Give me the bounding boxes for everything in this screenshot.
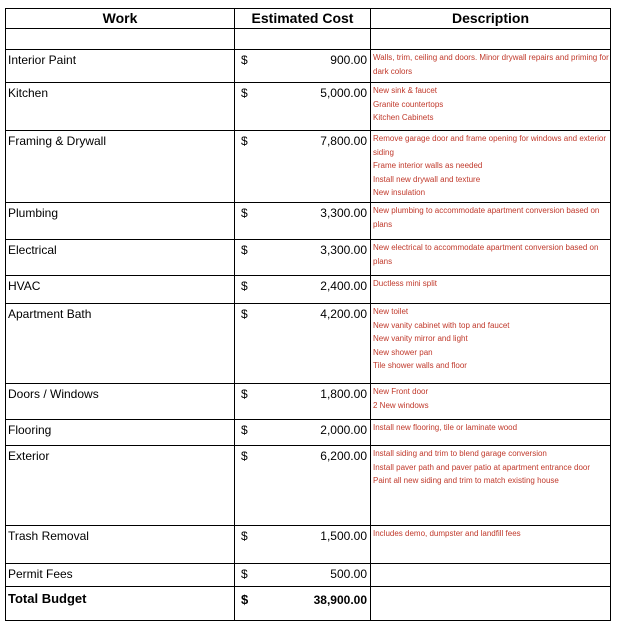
currency-symbol: $ [241,449,248,463]
description-cell [371,131,611,203]
work-item: Interior Paint [6,50,235,83]
description-line: New electrical to accommodate apartment conversion based on plans [373,243,599,266]
description-line: Install new flooring, tile or laminate wood [373,423,518,432]
currency-symbol: $ [241,567,248,581]
header-description: Description [371,9,611,29]
work-item: Plumbing [6,203,235,240]
cost-amount: 5,000.00 [320,86,367,100]
work-item: Trash Removal [6,526,235,564]
description-line: New sink & faucet [373,86,438,95]
description-cell [371,446,611,526]
description-cell [371,203,611,240]
description-cell [371,304,611,384]
total-amount: 38,900.00 [313,593,367,607]
description-line: 2 New windows [373,400,429,410]
cost-amount: 6,200.00 [320,449,367,463]
description-line: Remove garage door and frame opening for windows and exterior siding [373,134,607,157]
header-row [6,9,611,29]
table-row [6,384,611,420]
cost-cell [235,446,371,526]
work-item: Apartment Bath [6,304,235,384]
description-line: Install paver path and paver patio at apartment entrance door [373,462,591,472]
spacer-row [6,29,611,50]
table-row [6,304,611,384]
cost-amount: 3,300.00 [320,206,367,220]
table-row [6,131,611,203]
table-row [6,203,611,240]
header-cost: Estimated Cost [235,9,371,29]
table-row [6,526,611,564]
currency-symbol: $ [241,423,248,437]
table-row [6,276,611,304]
table-row [6,83,611,131]
description-cell [371,384,611,420]
currency-symbol: $ [241,243,248,257]
cost-amount: 900.00 [330,53,367,67]
description-cell [371,83,611,131]
description-line: New vanity mirror and light [373,334,468,343]
total-cost-cell [235,587,371,621]
description-line: New shower pan [373,347,433,357]
description-cell [371,564,611,587]
work-item: Kitchen [6,83,235,131]
description-line: Tile shower walls and floor [373,361,467,370]
description-line: New toilet [373,307,409,316]
table-row [6,240,611,276]
cost-amount: 4,200.00 [320,307,367,321]
description-line: Kitchen Cabinets [373,113,434,122]
currency-symbol: $ [241,279,248,293]
currency-symbol: $ [241,592,249,607]
description-cell [371,240,611,276]
currency-symbol: $ [241,53,248,67]
cost-cell [235,526,371,564]
work-item: Framing & Drywall [6,131,235,203]
cost-cell [235,564,371,587]
header-work: Work [6,9,235,29]
cost-amount: 2,400.00 [320,279,367,293]
cost-cell [235,50,371,83]
table-row [6,50,611,83]
currency-symbol: $ [241,387,248,401]
description-line: Ductless mini split [373,279,438,288]
work-item: Flooring [6,420,235,446]
work-item: HVAC [6,276,235,304]
description-line: Install new drywall and texture [373,174,481,184]
description-line: New vanity cabinet with top and faucet [373,320,510,330]
cost-amount: 1,800.00 [320,387,367,401]
cost-cell [235,384,371,420]
description-line: Frame interior walls as needed [373,161,483,170]
table-row [6,420,611,446]
cost-amount: 7,800.00 [320,134,367,148]
currency-symbol: $ [241,86,248,100]
budget-table [5,8,611,621]
cost-cell [235,420,371,446]
description-line: New Front door [373,387,429,396]
description-cell [371,526,611,564]
description-cell [371,276,611,304]
table-row [6,446,611,526]
description-line: Granite countertops [373,99,444,109]
cost-amount: 3,300.00 [320,243,367,257]
cost-cell [235,276,371,304]
description-line: New plumbing to accommodate apartment conversion based on plans [373,206,600,229]
cost-cell [235,83,371,131]
currency-symbol: $ [241,134,248,148]
currency-symbol: $ [241,307,248,321]
description-line: Walls, trim, ceiling and doors. Minor drywall repairs and priming for dark colors [373,53,609,76]
description-line: Paint all new siding and trim to match existing house [373,476,559,485]
currency-symbol: $ [241,206,248,220]
description-line: Includes demo, dumpster and landfill fees [373,529,521,538]
cost-cell [235,203,371,240]
table-row [6,564,611,587]
currency-symbol: $ [241,529,248,543]
cost-cell [235,304,371,384]
cost-cell [235,131,371,203]
work-item: Doors / Windows [6,384,235,420]
description-cell [371,420,611,446]
cost-cell [235,240,371,276]
total-row [6,587,611,621]
description-line: New insulation [373,188,426,197]
cost-amount: 1,500.00 [320,529,367,543]
description-cell [371,587,611,621]
total-label: Total Budget [6,587,235,621]
description-cell [371,50,611,83]
work-item: Permit Fees [6,564,235,587]
cost-amount: 2,000.00 [320,423,367,437]
work-item: Exterior [6,446,235,526]
work-item: Electrical [6,240,235,276]
description-line: Install siding and trim to blend garage conversion [373,449,547,458]
cost-amount: 500.00 [330,567,367,581]
